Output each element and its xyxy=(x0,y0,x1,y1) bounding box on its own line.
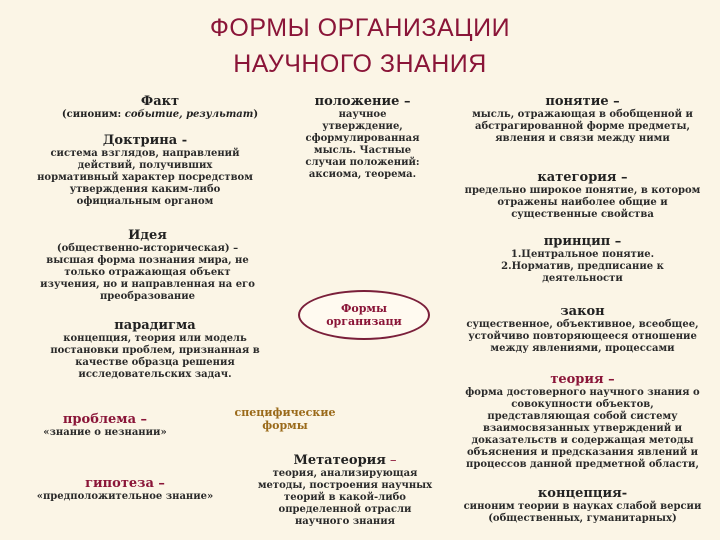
paradigma-term: парадигма xyxy=(114,318,196,333)
doktrina-desc: система взглядов, направлений действий, получивших нормативный характер посредством утверждения каким-либо официальным органом xyxy=(37,148,253,207)
koncepciya-desc: синоним теории в науках слабой версии (общественных, гуманитарных) xyxy=(463,501,702,524)
ideya-block xyxy=(30,228,265,303)
zakon-block xyxy=(455,304,710,355)
polozhenie-desc: научное утверждение, сформулированная мысль. Частные случаи положений: аксиома, теорема. xyxy=(305,109,420,180)
problema-block xyxy=(25,412,185,439)
metateoriya-term: Метатеория – xyxy=(293,453,397,468)
metateoriya-block xyxy=(245,453,445,528)
metateoriya-desc: теория, анализирующая методы, построения научных теорий в какой-либо определенной отрасли научного знания xyxy=(257,468,433,527)
teoriya-block xyxy=(455,372,710,471)
gipoteza-term: гипотеза – xyxy=(85,476,165,491)
problema-term: проблема – xyxy=(62,412,148,427)
kategoriya-block xyxy=(455,170,710,221)
gipoteza-block xyxy=(25,476,225,503)
princip-desc: 1.Центральное понятие. 2.Норматив, предписание к деятельности xyxy=(501,249,664,284)
ideya-term: Идея xyxy=(128,228,167,243)
zakon-desc: существенное, объективное, всеобщее, устойчиво повторяющееся отношение между явлениями, процессами xyxy=(466,319,699,354)
princip-term: принцип – xyxy=(543,234,622,249)
koncepciya-block xyxy=(455,486,710,525)
kategoriya-term: категория – xyxy=(537,170,628,185)
center-line2: организаци xyxy=(326,315,402,328)
page-title-line2: НАУЧНОГО ЗНАНИЯ xyxy=(233,50,487,78)
ideya-desc: (общественно-историческая) – высшая форма познания мира, не только отражающая объект изучения, но и направленная на его преобразование xyxy=(40,243,255,302)
princip-block xyxy=(455,234,710,285)
fakt-term: Факт xyxy=(140,94,180,109)
center-oval xyxy=(298,290,430,340)
ponyatie-term: понятие – xyxy=(545,94,620,109)
problema-desc: «знание о незнании» xyxy=(43,427,167,438)
specific-forms-label: специфические формы xyxy=(234,406,336,432)
ponyatie-desc: мысль, отражающая в обобщенной и абстрагированной форме предметы, явления и связи между ними xyxy=(472,109,693,144)
doktrina-block xyxy=(30,133,260,208)
doktrina-term: Доктрина - xyxy=(102,133,188,148)
polozhenie-term: положение – xyxy=(314,94,411,109)
paradigma-block xyxy=(40,318,270,381)
page-title-line1: ФОРМЫ ОРГАНИЗАЦИИ xyxy=(209,14,511,42)
teoriya-desc: форма достоверного научного знания о совокупности объектов, представляющая собой систему взаимосвязанных утверждений и доказательств и содержащая методы объяснения и предсказания явлений и процессов данной предметной области, xyxy=(465,387,700,470)
center-line1: Формы xyxy=(340,302,388,315)
koncepciya-term: концепция- xyxy=(537,486,628,501)
teoriya-term: теория – xyxy=(550,372,615,387)
kategoriya-desc: предельно широкое понятие, в котором отражены наиболее общие и существенные свойства xyxy=(464,185,701,220)
ponyatie-block xyxy=(455,94,710,145)
fakt-block xyxy=(60,94,260,120)
paradigma-desc: концепция, теория или модель постановки проблем, признанная в качестве образца решения исследовательских задач. xyxy=(50,333,260,380)
zakon-term: закон xyxy=(560,304,605,319)
gipoteza-desc: «предположительное знание» xyxy=(36,491,214,502)
polozhenie-block xyxy=(285,94,440,181)
fakt-synonym: (синоним: событие, результат) xyxy=(61,109,259,120)
